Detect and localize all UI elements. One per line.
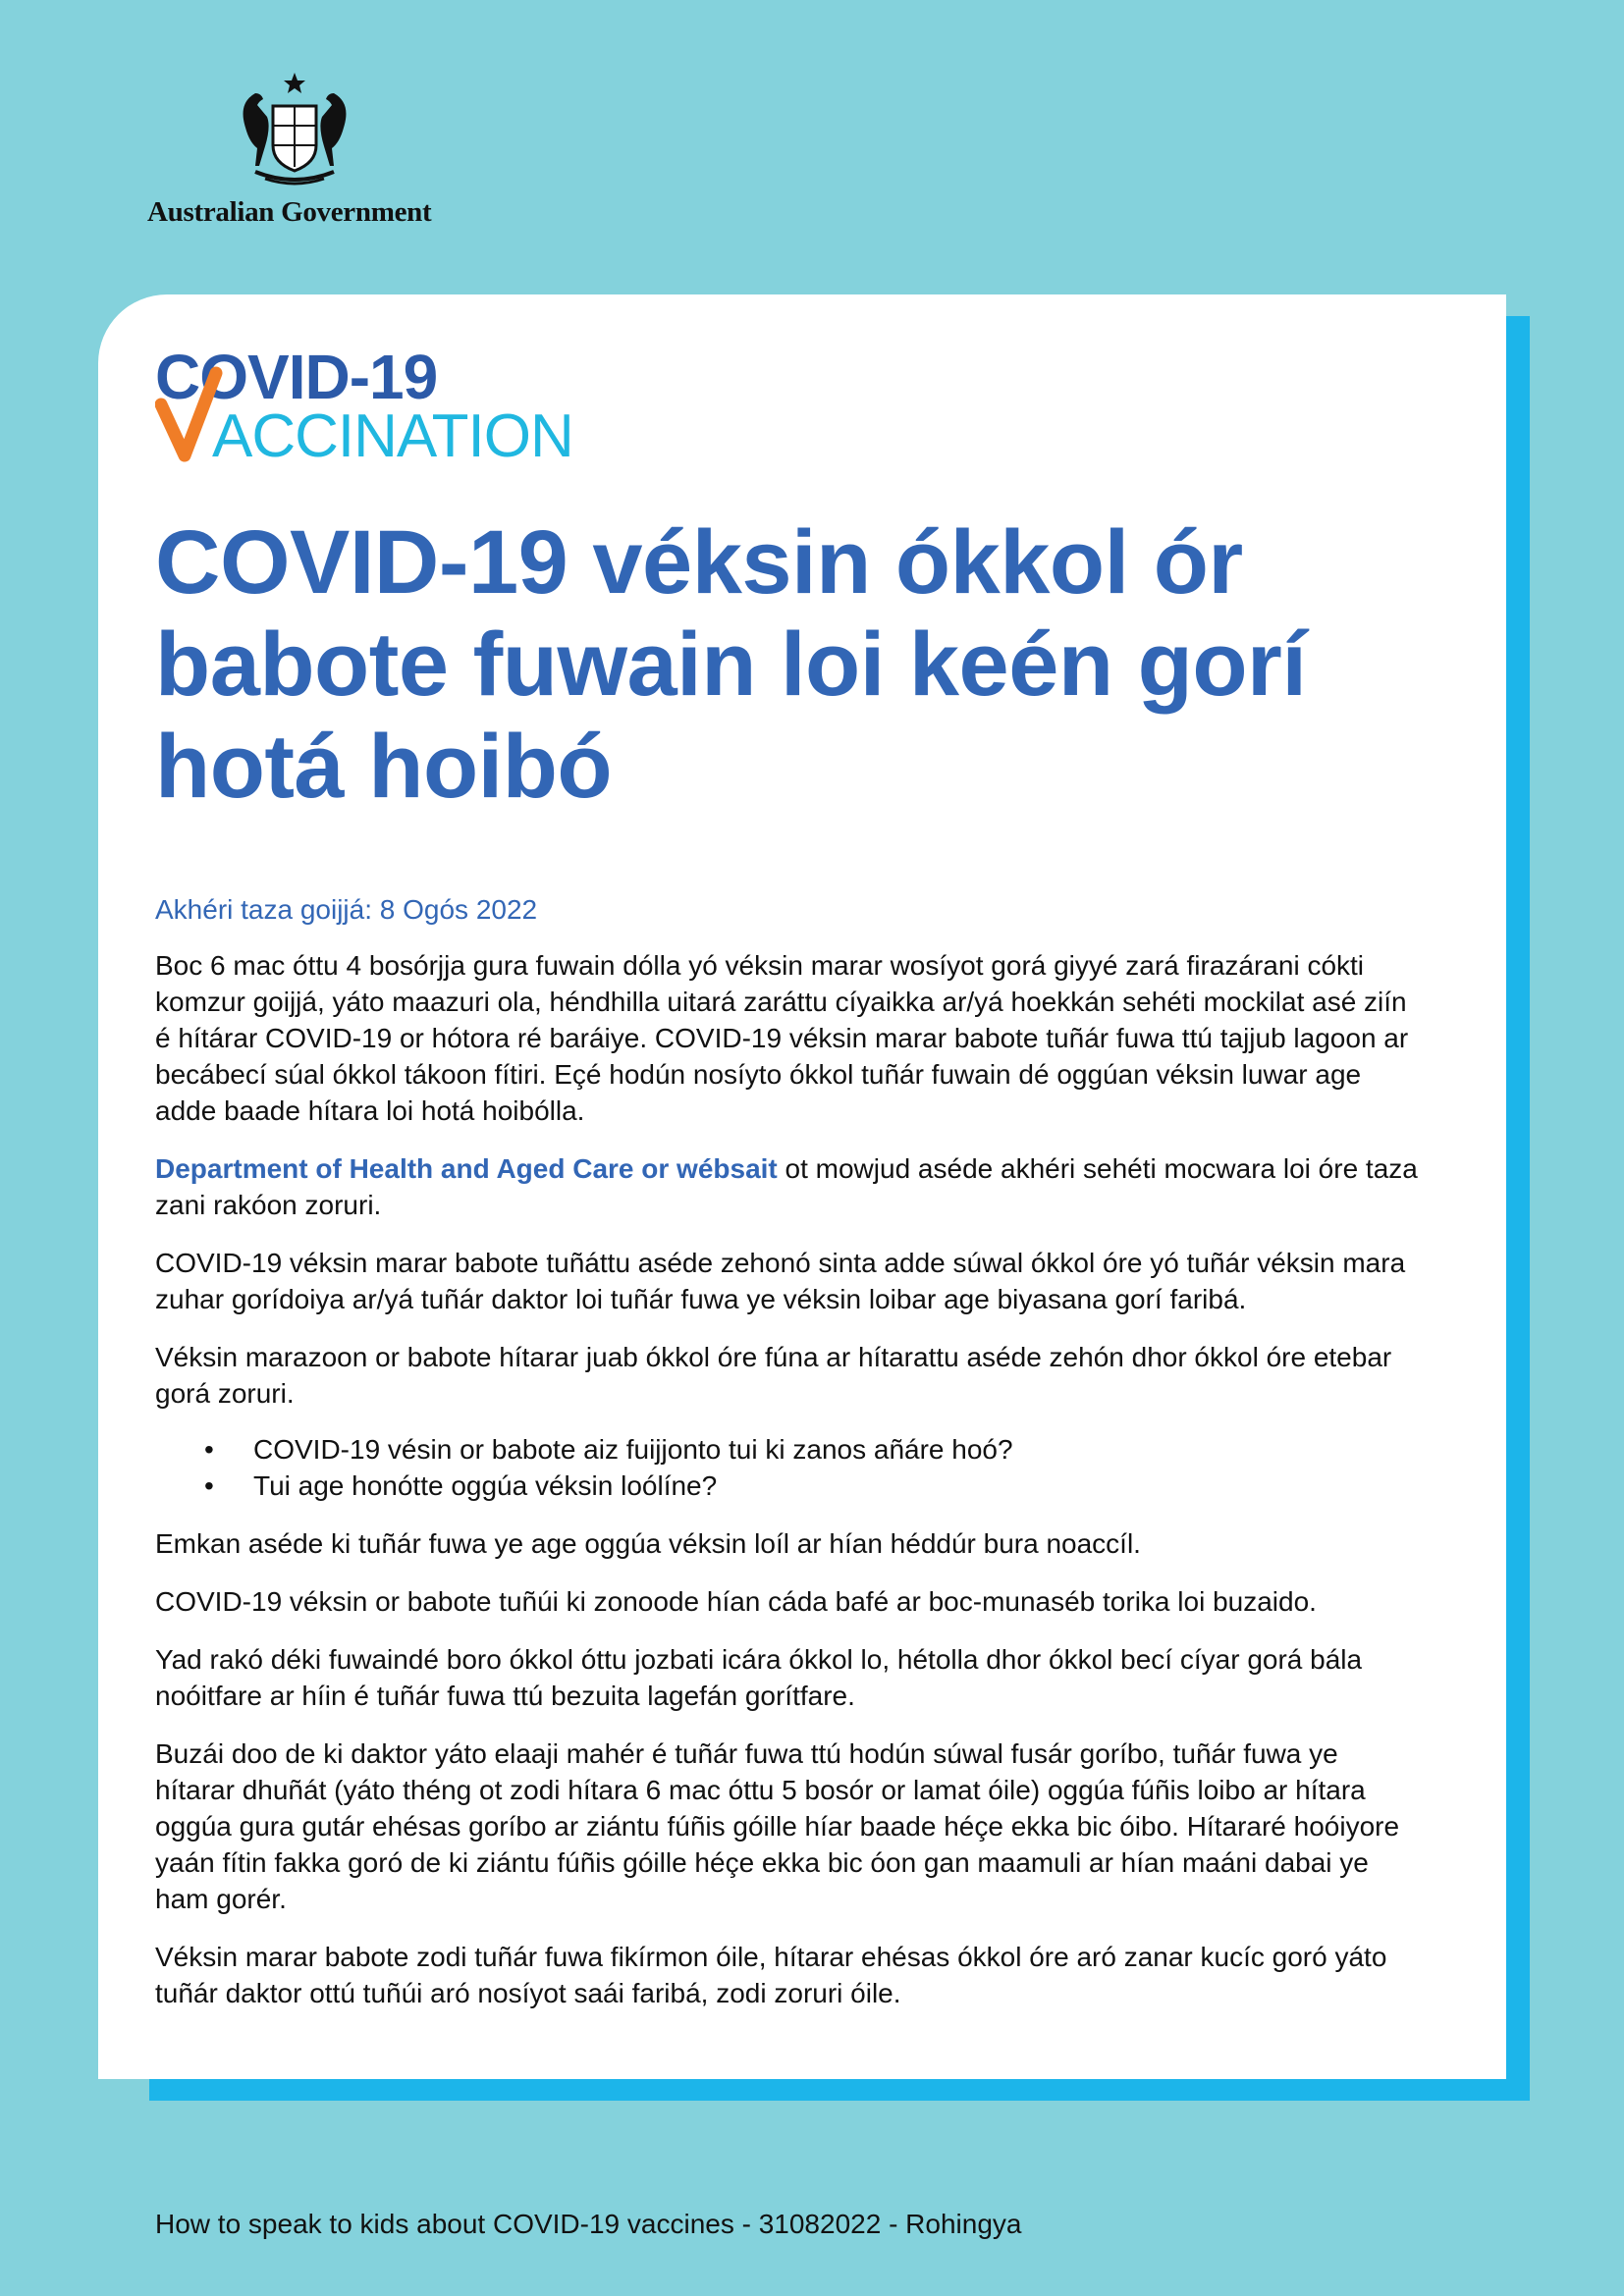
updated-date: Akhéri taza goijjá: 8 Ogós 2022 — [155, 894, 538, 925]
footer-text: How to speak to kids about COVID-19 vaccines - 31082022 - Rohingya — [155, 2209, 1022, 2239]
paragraph-2-text: ot mowjud aséde akhéri sehéti mocwara loi óre taza zani rakóon zoruri. — [155, 1153, 1418, 1220]
australian-government-logo — [147, 69, 461, 236]
government-name: Australian Government — [147, 196, 432, 228]
list-item-text: COVID-19 vésin or babote aiz fuijjonto tui ki zanos añáre hoó? — [253, 1434, 1013, 1465]
bullet-icon: • — [204, 1470, 214, 1501]
logo-line-2: ACCINATION — [212, 402, 573, 470]
paragraph-8: Buzái doo de ki daktor yáto elaaji mahér é tuñár fuwa ttú hodún súwal fusár goríbo, tuñár fuwa ye hítarar dhuñát (yáto théng ot zodi hítara 6 mac óttu 5 bosór or lamat óile) oggúa fúñis loibo ar hítara oggúa gura gutár ehésas goríbo ar ziántu fúñis góille híar baade héçe ekka bic óibo. Hítararé hoóiyore yaán fítin fakka goró de ki ziántu fúñis góille héçe ekka bic óon gan maamuli ar hían maáni dabai ye ham gorér. — [155, 1738, 1400, 1914]
list-item-text: Tui age honótte oggúa véksin loólíne? — [253, 1470, 718, 1501]
paragraph-7: Yad rakó déki fuwaindé boro ókkol óttu jozbati icára ókkol lo, hétolla dhor ókkol becí cíyar gorá bála noóitfare ar híin é tuñár fuwa ttú bezuita lagefán gorítfare. — [155, 1644, 1363, 1711]
paragraph-3: COVID-19 véksin marar babote tuñáttu aséde zehonó sinta adde súwal ókkol óre yó tuñár véksin mara zuhar gorídoiya ar/yá tuñár daktor loi tuñár fuwa ye véksin loibar age biyasana gorí faribá. — [155, 1248, 1406, 1314]
bullet-icon: • — [204, 1434, 214, 1465]
body-text — [155, 947, 1418, 2011]
department-link[interactable]: Department of Health and Aged Care or wébsait — [155, 1153, 778, 1184]
question-list — [155, 1431, 1418, 1504]
paragraph-4: Véksin marazoon or babote hítarar juab ókkol óre fúna ar hítarattu aséde zehón dhor ókkol óre etebar gorá zoruri. — [155, 1342, 1392, 1409]
paragraph-6: COVID-19 véksin or babote tuñúi ki zonoode hían cáda bafé ar boc-munaséb torika loi buzaido. — [155, 1586, 1317, 1617]
covid-vaccination-logo — [155, 342, 587, 470]
paragraph-1: Boc 6 mac óttu 4 bosórjja gura fuwain dólla yó véksin marar wosíyot gorá giyyé zará firazárani cókti komzur goijjá, yáto maazuri ola, héndhilla uitará zaráttu cíyaikka ar/yá hoekkán sehéti mockilat asé ziín é hítárar COVID-19 or hótora ré baráiye. COVID-19 véksin marar babote tuñár fuwa ttú tajjub lagoon ar becábecí súal ókkol tákoon fítiri. Eçé hodún nosíyto ókkol tuñár fuwain dé oggúan véksin luwar age adde baade hítara loi hotá hoibólla. — [155, 950, 1409, 1126]
coat-of-arms-icon — [216, 69, 373, 191]
logo-line-1: COVID-19 — [155, 342, 438, 412]
list-item — [204, 1468, 1418, 1504]
paragraph-9: Véksin marar babote zodi tuñár fuwa fikírmon óile, hítarar ehésas ókkol óre aró zanar kucíc goró yáto tuñár daktor ottú tuñúi aró nosíyot saái faribá, zodi zoruri óile. — [155, 1942, 1387, 2008]
content-card — [98, 294, 1506, 2079]
page-title: COVID-19 véksin ókkol ór babote fuwain loi keén gorí hotá hoibó — [155, 512, 1307, 817]
paragraph-5: Emkan aséde ki tuñár fuwa ye age oggúa véksin loíl ar hían héddúr bura noaccíl. — [155, 1528, 1141, 1559]
paragraph-2 — [155, 1150, 1418, 1223]
list-item — [204, 1431, 1418, 1468]
